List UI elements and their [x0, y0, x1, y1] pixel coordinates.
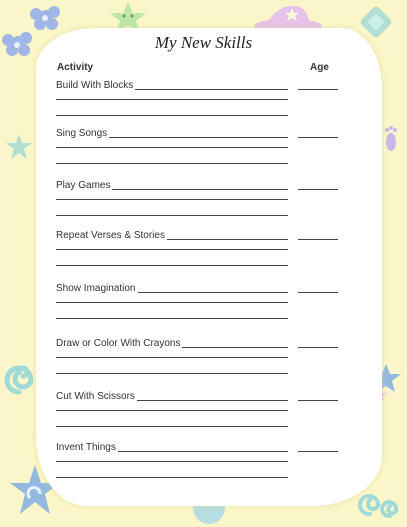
- age-write-line[interactable]: [298, 137, 338, 138]
- activity-write-line[interactable]: [56, 147, 288, 148]
- skill-row: [56, 230, 340, 276]
- skill-label: Draw or Color With Crayons: [56, 338, 181, 349]
- skill-row: [56, 128, 340, 174]
- age-write-line[interactable]: [298, 89, 338, 90]
- activity-write-line[interactable]: [56, 410, 288, 411]
- activity-write-line[interactable]: [56, 265, 288, 266]
- skill-label: Show Imagination: [56, 283, 136, 294]
- skill-label: Play Games: [56, 180, 111, 191]
- skill-row: [56, 180, 340, 226]
- activity-write-line[interactable]: [56, 115, 288, 116]
- activity-column-header: Activity: [57, 62, 94, 73]
- activity-write-line[interactable]: [56, 249, 288, 250]
- swirl-icon: [356, 486, 404, 522]
- activity-write-line[interactable]: [56, 215, 288, 216]
- age-write-line[interactable]: [298, 400, 338, 401]
- age-write-line[interactable]: [298, 292, 338, 293]
- age-write-line[interactable]: [298, 239, 338, 240]
- age-write-line[interactable]: [298, 189, 338, 190]
- activity-write-line[interactable]: [56, 302, 288, 303]
- age-write-line[interactable]: [298, 347, 338, 348]
- skill-row: [56, 391, 340, 437]
- skill-row: [56, 80, 340, 126]
- activity-write-line[interactable]: [56, 461, 288, 462]
- activity-write-line[interactable]: [56, 163, 288, 164]
- activity-write-line[interactable]: [56, 99, 288, 100]
- age-column-header: Age: [310, 62, 329, 73]
- star-icon: [4, 132, 34, 162]
- activity-write-line[interactable]: [56, 318, 288, 319]
- skill-label: Build With Blocks: [56, 80, 134, 91]
- skill-label: Cut With Scissors: [56, 391, 135, 402]
- skill-row: [56, 338, 340, 384]
- skill-label: Sing Songs: [56, 128, 108, 139]
- swirl-icon: [2, 362, 36, 398]
- activity-write-line[interactable]: [56, 373, 288, 374]
- activity-write-line[interactable]: [56, 426, 288, 427]
- skill-row: [56, 283, 340, 329]
- page-title: My New Skills: [154, 33, 253, 52]
- age-write-line[interactable]: [298, 451, 338, 452]
- skill-label: Repeat Verses & Stories: [56, 230, 165, 241]
- activity-write-line[interactable]: [56, 199, 288, 200]
- activity-write-line[interactable]: [56, 477, 288, 478]
- activity-write-line[interactable]: [56, 357, 288, 358]
- skill-label: Invent Things: [56, 442, 116, 453]
- skill-row: [56, 442, 340, 488]
